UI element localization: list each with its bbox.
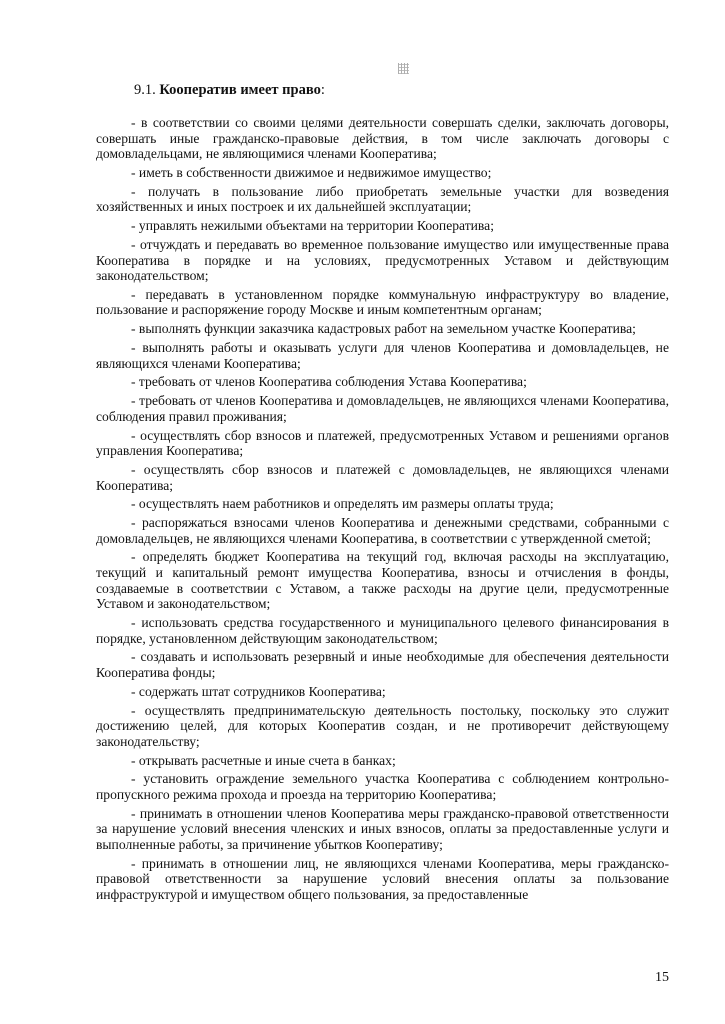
list-item: - в соответствии со своими целями деятельности совершать сделки, заключать договоры, совершать иные гражданско-правовые действия, в том числе заключать договоры с домовладельцами, не являющимися членами Кооператива;	[96, 115, 669, 162]
list-item: - управлять нежилыми объектами на территории Кооператива;	[131, 218, 494, 234]
list-item: - принимать в отношении членов Кооператива меры гражданско-правовой ответственности за нарушение условий внесения членских и иных взносов, оплаты за предоставленные услуги и выполненные работы, за причинение убытков Кооперативу;	[96, 805, 669, 852]
section-heading-colon: :	[320, 82, 325, 98]
list-item: - отчуждать и передавать во временное пользование имущество или имущественные права Кооператива в порядке и на условиях, предусмотренных Уставом и действующим законодательством;	[96, 236, 669, 284]
section-number: 9.1.	[134, 82, 156, 98]
list-item: - передавать в установленном порядке коммунальную инфраструктуру во владение, пользование и распоряжение городу Москве и иным компетентным органам;	[96, 286, 669, 318]
list-item: - выполнять работы и оказывать услуги для членов Кооператива и домовладельцев, не являющихся членами Кооператива;	[96, 340, 669, 371]
list-item: - распоряжаться взносами членов Кооператива и денежными средствами, собранными с домовладельцев, не являющихся членами Кооператива, в соответствии с утвержденной сметой;	[96, 515, 669, 546]
scan-mark-icon	[398, 63, 409, 74]
section-heading-text: Кооператив имеет право	[159, 82, 321, 98]
list-item: - выполнять функции заказчика кадастровых работ на земельном участке Кооператива;	[131, 321, 636, 337]
list-item: - осуществлять предпринимательскую деятельность постольку, поскольку это служит достижению целей, для которых Кооператив создан, и не противоречит действующему законодательству;	[96, 702, 669, 749]
list-item: - получать в пользование либо приобретать земельные участки для возведения хозяйственных и иных построек и их дальнейшей эксплуатации;	[96, 183, 669, 215]
page-number: 15	[655, 970, 669, 985]
list-item: - требовать от членов Кооператива соблюдения Устава Кооператива;	[131, 374, 527, 390]
list-item: - содержать штат сотрудников Кооператива;	[131, 683, 386, 699]
list-item: - принимать в отношении лиц, не являющихся членами Кооператива, меры гражданско-правовой ответственности за нарушение условий внесения оплаты за пользование инфраструктурой и имуществом общего пользования, за предоставленные	[96, 855, 669, 902]
list-item: - определять бюджет Кооператива на текущий год, включая расходы на эксплуатацию, текущий и капитальный ремонт имущества Кооператива, взносы и отчисления в фонды, создаваемые в соответствии с Уставом, а также расходы на другие цели, предусмотренные Уставом и законодательством;	[96, 549, 669, 612]
list-item: - осуществлять наем работников и определять им размеры оплаты труда;	[131, 496, 554, 512]
list-item: - использовать средства государственного и муниципального целевого финансирования в порядке, установленном действующим законодательством;	[96, 615, 669, 646]
section-heading	[134, 82, 325, 98]
list-item: - создавать и использовать резервный и иные необходимые для обеспечения деятельности Кооператива фонды;	[96, 649, 669, 680]
list-item: - иметь в собственности движимое и недвижимое имущество;	[131, 164, 492, 180]
list-item: - требовать от членов Кооператива и домовладельцев, не являющихся членами Кооператива, соблюдения правил проживания;	[96, 393, 669, 424]
list-item: - осуществлять сбор взносов и платежей с домовладельцев, не являющихся членами Кооператива;	[96, 461, 669, 493]
list-item: - осуществлять сбор взносов и платежей, предусмотренных Уставом и решениями органов управления Кооператива;	[96, 427, 669, 459]
list-item: - установить ограждение земельного участка Кооператива с соблюдением контрольно-пропускного режима прохода и проезда на территорию Кооператива;	[96, 771, 669, 802]
list-item: - открывать расчетные и иные счета в банках;	[131, 752, 396, 768]
rights-list	[96, 115, 669, 906]
